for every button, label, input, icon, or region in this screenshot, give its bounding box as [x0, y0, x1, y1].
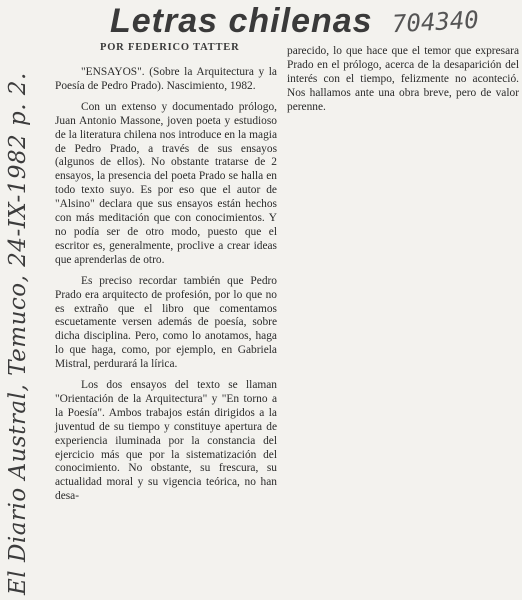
byline: POR FEDERICO TATTER [100, 42, 240, 53]
body-paragraph: Los dos ensayos del texto se llaman "Orientación de la Arquitectura" y "En torno a la Poesía". Ambos trabajos están dirigidos a la juventud de su tiempo y constituye apertura de experiencia iluminada por la constancia del ejercicio más que por la sistematización del conocimiento. No obstante, su frescura, su actualidad moral y su vigencia teórica, no han desa- [55, 379, 277, 503]
body-paragraph: Es preciso recordar también que Pedro Prado era arquitecto de profesión, por lo que no es extraño que el libro que comentamos escuetamente versen además de poesía, sobre dicha disciplina. Pero, como lo anotamos, haga lo que haga, como, por ejemplo, en Gabriela Mistral, perdurará la lírica. [55, 274, 277, 371]
right-column [287, 45, 519, 115]
body-paragraph: parecido, lo que hace que el temor que expresara Prado en el prólogo, acerca de la desaparición del interés con el tiempo, felizmente no aconteció. Nos hallamos ante una obra breve, pero de valor perenne. [287, 45, 519, 113]
left-column [55, 66, 277, 504]
catalog-number: 704340 [391, 5, 480, 39]
article-title: Letras chilenas [110, 2, 373, 40]
book-reference-paragraph: "ENSAYOS". (Sobre la Arquitectura y la Poesía de Pedro Prado). Nascimiento, 1982. [55, 66, 277, 92]
body-paragraph: Con un extenso y documentado prólogo, Juan Antonio Massone, joven poeta y estudioso de la literatura chilena nos introduce en la magia de Pedro Prado, a través de sus ensayos (algunos de ellos). No obstante tratarse de 2 ensayos, la presencia del poeta Prado se halla en todo texto suyo. Es por eso que el autor de "Alsino" declara que sus ensayos están hechos con más meditación que con conocimientos. Y no podía ser de otro modo, puesto que el escritor es, generalmente, proclive a crear ideas que aprenderlas de otro. [55, 100, 277, 266]
handwritten-source-note: El Diario Austral, Temuco, 24-IX-1982 p. 2. [5, 72, 31, 595]
